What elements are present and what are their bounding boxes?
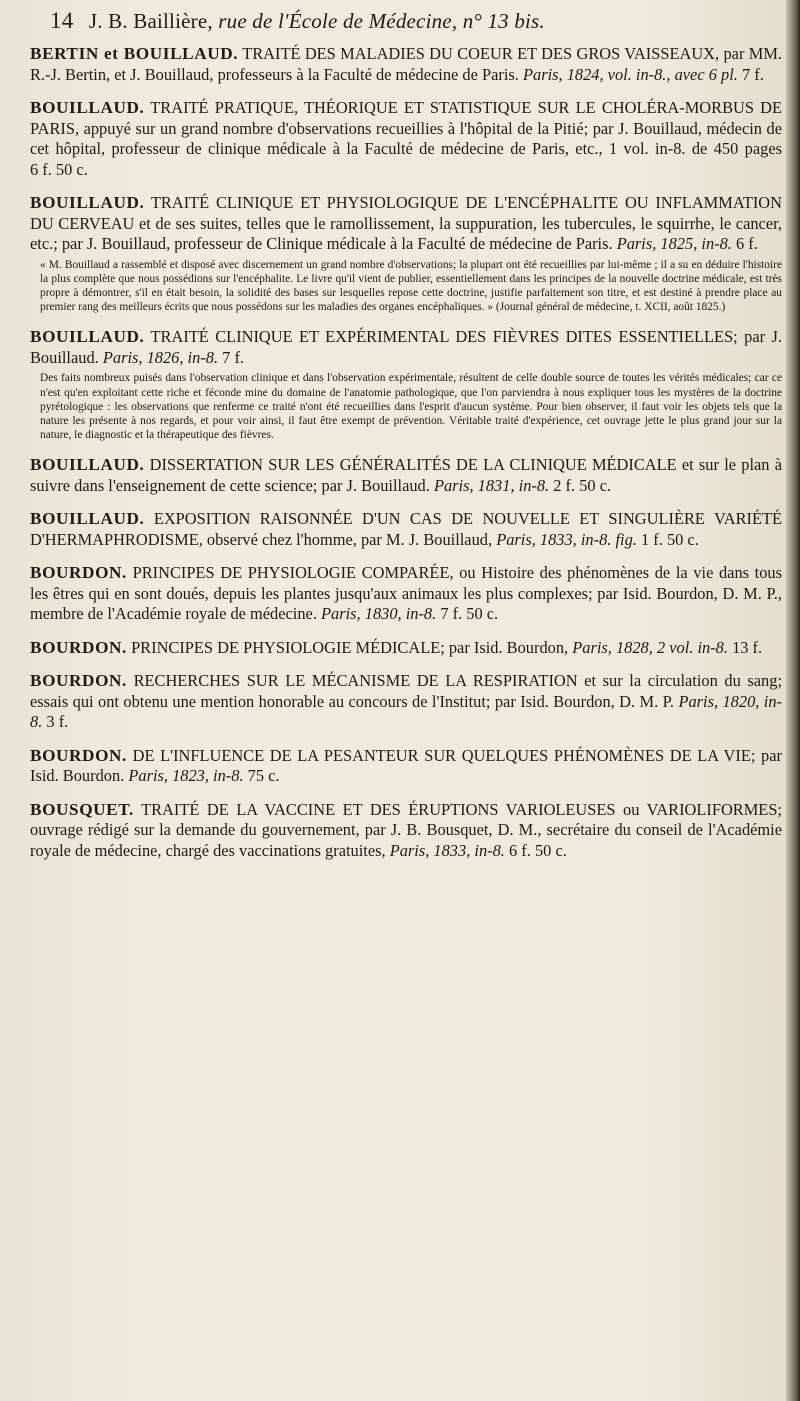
entry-review-note: Des faits nombreux puisés dans l'observation clinique et dans l'observation expérimentale, résultent de celle double source de toutes les vérités médicales; car ce n'est qu'en exploitant cette riche et féconde mine du domaine de l'anatomie pathologique, que l'on parviendra à nous expliquer tous les mystères de la doctrine pyrétologique : les observations que renferme ce traité n'ont été recueillies dans l'esprit d'aucun système. Pour bien observer, il faut voir les objets tels que la nature les présente à nos regards, et pour voir ainsi, il faut être exempt de prévention. Véritable traité d'expérience, cet ouvrage jette le plus grand jour sur la nature, le diagnostic et la thérapeutique des fièvres. xyxy=(40,372,782,442)
catalog-entry xyxy=(30,671,782,733)
publisher-name: J. B. Baillière, xyxy=(88,9,213,33)
entry-imprint: Paris, 1833, in-8. fig. xyxy=(496,529,637,549)
entry-imprint: Paris, 1820, in-8. xyxy=(30,691,782,732)
catalog-entries xyxy=(30,44,782,861)
entry-description: RECHERCHES SUR LE MÉCANISME DE LA RESPIRATION et sur la circulation du sang; essais qui ont obtenu une mention honorable au concours de l'Institut; par Isid. Bourdon, D. M. P. xyxy=(30,671,782,711)
entry-imprint: Paris, 1831, in-8. xyxy=(433,475,550,495)
entry-imprint: Paris, 1824, vol. in-8., avec 6 pl. xyxy=(522,64,738,84)
entry-author: BOUILLAUD. xyxy=(30,455,145,475)
entry-imprint: Paris, 1828, 2 vol. in-8. xyxy=(572,637,728,657)
entry-author: BOURDON. xyxy=(30,671,127,691)
entry-price: 7 f. 50 c. xyxy=(440,604,499,624)
catalog-entry xyxy=(30,193,782,314)
catalog-entry xyxy=(30,455,782,496)
entry-price: 6 f. 50 c. xyxy=(30,159,88,179)
entry-description: TRAITÉ PRATIQUE, THÉORIQUE ET STATISTIQUE SUR LE CHOLÉRA-MORBUS DE PARIS, appuyé sur un grand nombre d'observations recueillies à l'hôpital de la Pitié; par J. Bouillaud, médecin de cet hôpital, professeur de clinique médicale à la Faculté de médecine de Paris, etc., 1 vol. in-8. de 450 pages xyxy=(30,98,782,158)
entry-price: 6 f. 50 c. xyxy=(509,840,567,860)
page-number: 14 xyxy=(50,8,74,33)
entry-imprint: Paris, 1823, in-8. xyxy=(128,766,244,786)
catalog-entry xyxy=(30,98,782,180)
page-content xyxy=(30,8,782,874)
entry-author: BOUILLAUD. xyxy=(30,509,145,529)
catalog-entry xyxy=(30,44,782,85)
publisher-address: rue de l'École de Médecine, n° 13 bis. xyxy=(218,9,545,33)
entry-imprint: Paris, 1830, in-8. xyxy=(321,604,437,624)
entry-author: BOURDON. xyxy=(30,637,127,657)
entry-price: 75 c. xyxy=(247,766,280,786)
entry-imprint: Paris, 1833, in-8. xyxy=(389,840,505,860)
entry-description: TRAITÉ DE LA VACCINE ET DES ÉRUPTIONS VARIOLEUSES ou VARIOLIFORMES; ouvrage rédigé sur la demande du gouvernement, par J. B. Bousquet, D. M., secrétaire du conseil de l'Académie royale de médecine, chargé des vaccinations gratuites, xyxy=(30,799,782,860)
entry-description: DE L'INFLUENCE DE LA PESANTEUR SUR QUELQUES PHÉNOMÈNES DE LA VIE; par Isid. Bourdon. xyxy=(30,745,782,786)
entry-description: TRAITÉ DES MALADIES DU COEUR ET DES GROS VAISSEAUX, par MM. R.-J. Bertin, et J. Bouillaud, professeurs à la Faculté de médecine de Paris. xyxy=(30,44,782,84)
entry-price: 6 f. xyxy=(736,234,758,253)
catalog-entry xyxy=(30,746,782,787)
entry-author: BOUILLAUD. xyxy=(30,327,145,347)
entry-imprint: Paris, 1826, in-8. xyxy=(102,347,219,367)
entry-imprint: Paris, 1825, in-8. xyxy=(616,234,732,253)
entry-review-note: « M. Bouillaud a rassemblé et disposé avec discernement un grand nombre d'observations; la plupart ont été recueillies par lui-même ; il a su en déduire l'histoire la plus complète que nous possédions sur l'encéphalite. Le livre qu'il vient de publier, essentiellement dans les principes de la nouvelle doctrine médicale, est très propre à démontrer, s'il en était besoin, la solidité des bases sur lesquelles repose cette doctrine, justifie parfaitement son titre, et est destiné à prendre place au premier rang des meilleurs écrits que nous possédons sur les maladies des organes encéphaliques. » (Journal général de médecine, t. XCII, août 1825.) xyxy=(40,258,782,314)
entry-author: BOURDON. xyxy=(30,563,127,583)
catalog-entry xyxy=(30,638,782,659)
entry-author: BOURDON. xyxy=(30,745,127,765)
entry-price: 13 f. xyxy=(732,637,763,657)
entry-description: DISSERTATION SUR LES GÉNÉRALITÉS DE LA CLINIQUE MÉDICALE et sur le plan à suivre dans l'enseignement de cette science; par J. Bouillaud. xyxy=(30,455,782,495)
catalog-entry xyxy=(30,327,782,442)
entry-price: 7 f. xyxy=(741,64,764,84)
entry-author: BERTIN et BOUILLAUD. xyxy=(30,44,239,63)
entry-description: TRAITÉ CLINIQUE ET PHYSIOLOGIQUE DE L'ENCÉPHALITE OU INFLAMMATION DU CERVEAU et de ses suites, telles que le ramollissement, la suppuration, les tubercules, le squirrhe, le cancer, etc.; par J. Bouillaud, professeur de Clinique médicale à la Faculté de médecine de Paris. xyxy=(30,193,782,253)
catalog-entry xyxy=(30,509,782,550)
entry-description: PRINCIPES DE PHYSIOLOGIE COMPARÉE, ou Histoire des phénomènes de la vie dans tous les êtres qui en sont doués, depuis les plantes jusqu'aux animaux les plus complexes; par Isid. Bourdon, D. M. P., membre de l'Académie royale de médecine. xyxy=(30,563,782,624)
entry-price: 2 f. 50 c. xyxy=(553,475,612,495)
entry-author: BOUILLAUD. xyxy=(30,193,145,212)
entry-author: BOUSQUET. xyxy=(30,799,134,819)
catalog-entry xyxy=(30,800,782,862)
entry-price: 1 f. 50 c. xyxy=(641,529,699,549)
entry-price: 7 f. xyxy=(222,347,245,367)
catalog-entry xyxy=(30,563,782,625)
entry-price: 3 f. xyxy=(46,712,69,732)
entry-description: TRAITÉ CLINIQUE ET EXPÉRIMENTAL DES FIÈVRES DITES ESSENTIELLES; par J. Bouillaud. xyxy=(30,327,782,367)
page-header xyxy=(50,8,782,34)
entry-description: PRINCIPES DE PHYSIOLOGIE MÉDICALE; par Isid. Bourdon, xyxy=(131,637,569,657)
entry-author: BOUILLAUD. xyxy=(30,98,145,117)
entry-description: EXPOSITION RAISONNÉE D'UN CAS DE NOUVELLE ET SINGULIÈRE VARIÉTÉ D'HERMAPHRODISME, observé chez l'homme, par M. J. Bouillaud, xyxy=(30,509,782,549)
book-binding-edge xyxy=(786,0,800,1401)
